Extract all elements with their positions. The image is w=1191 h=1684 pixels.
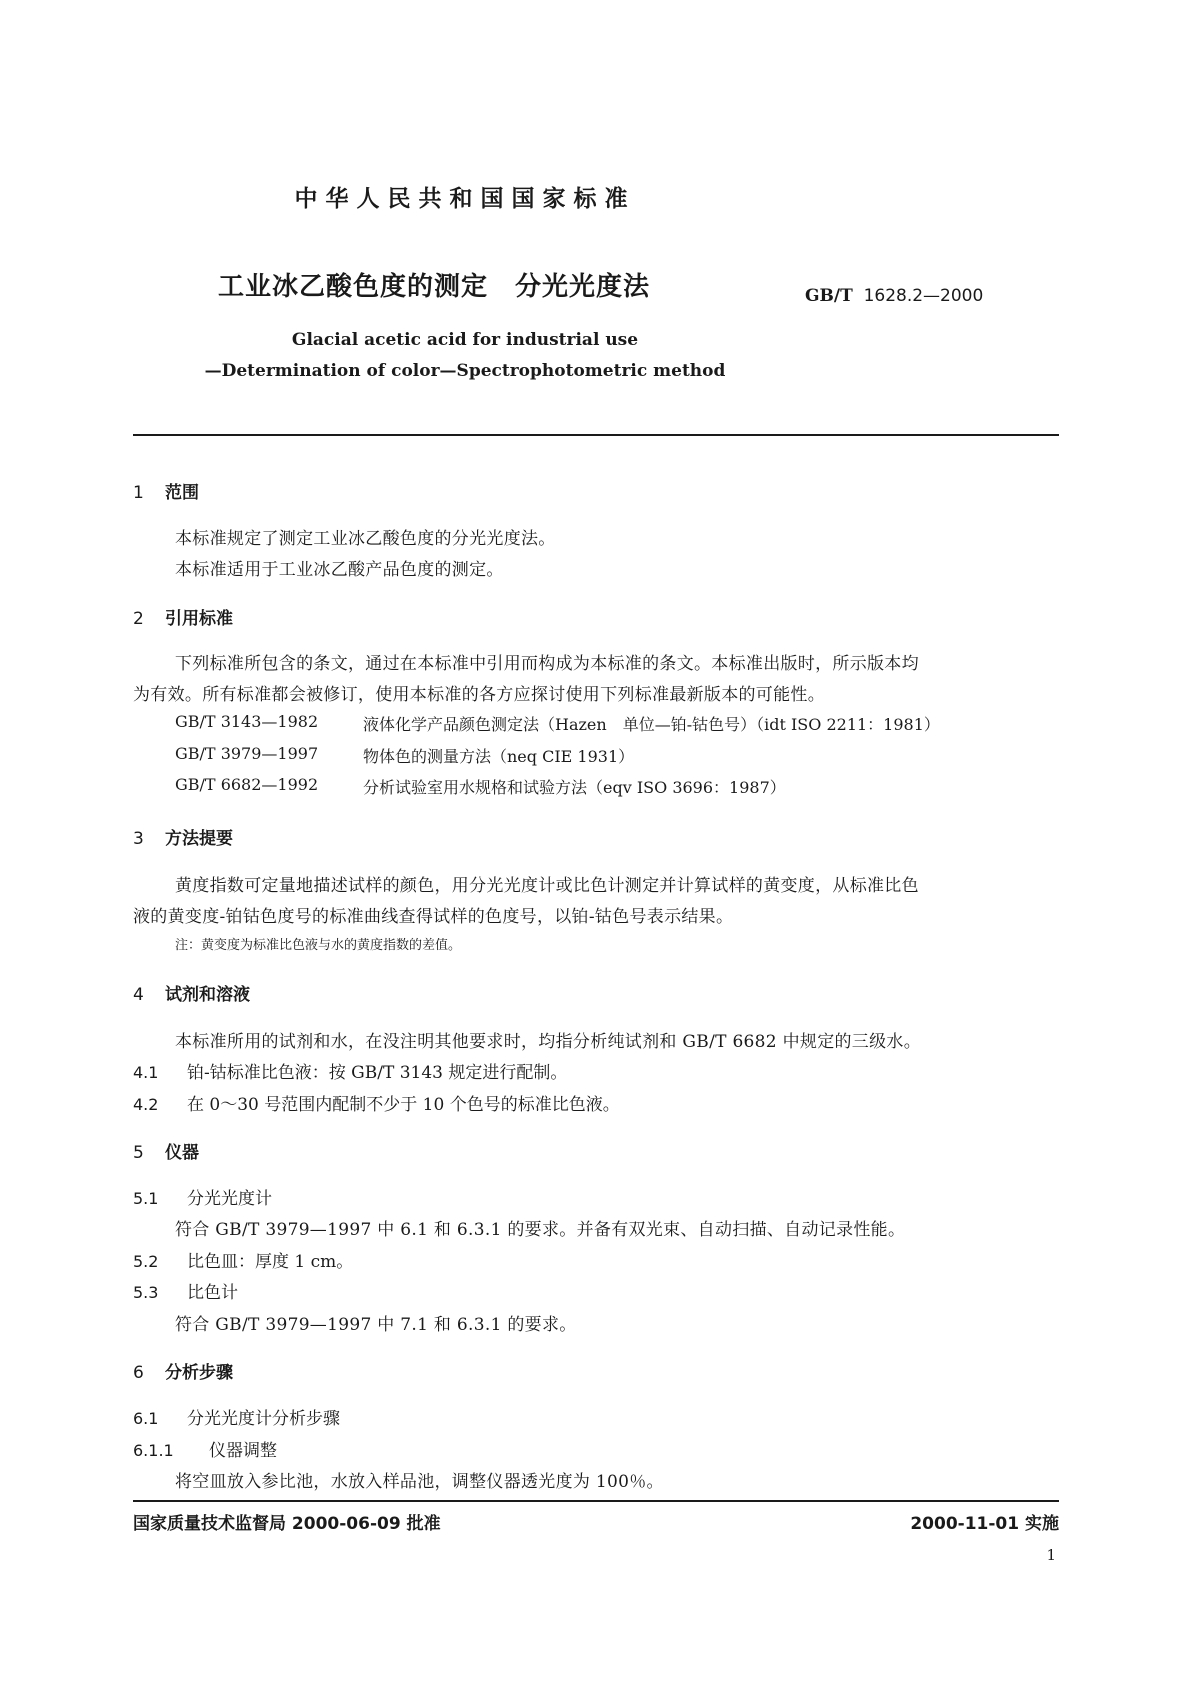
note: 注：黄变度为标准比色液与水的黄度指数的差值。 bbox=[175, 938, 462, 953]
subclause bbox=[133, 1247, 353, 1272]
subclause-text: 比色计 bbox=[187, 1283, 238, 1303]
subclause bbox=[133, 1436, 277, 1461]
footer-divider bbox=[133, 1500, 1059, 1502]
paragraph: 将空皿放入参比池，水放入样品池，调整仪器透光度为 100％。 bbox=[175, 1472, 664, 1492]
subclause-number: 5.2 bbox=[133, 1252, 159, 1271]
reference-title: 液体化学产品颜色测定法（Hazen 单位—铂-钴色号）（idt ISO 2211：1981） bbox=[363, 715, 940, 734]
page-number: 1 bbox=[1046, 1546, 1056, 1564]
section-5-heading bbox=[133, 1138, 199, 1163]
subclause-number: 6.1 bbox=[133, 1409, 159, 1428]
document-title-en-line2: —Determination of color—Spectrophotometric method bbox=[204, 361, 726, 381]
subclause bbox=[133, 1090, 620, 1115]
paragraph: 黄度指数可定量地描述试样的颜色，用分光光度计或比色计测定并计算试样的黄变度，从标准比色 bbox=[175, 876, 919, 896]
section-number: 1 bbox=[133, 483, 144, 503]
subclause bbox=[133, 1278, 238, 1303]
document-title-en-line1: Glacial acetic acid for industrial use bbox=[291, 330, 639, 350]
paragraph: 本标准适用于工业冰乙酸产品色度的测定。 bbox=[175, 560, 504, 580]
section-3-heading bbox=[133, 824, 233, 849]
subclause-number: 4.2 bbox=[133, 1095, 159, 1114]
header-divider bbox=[133, 434, 1059, 436]
section-title: 分析步骤 bbox=[165, 1363, 233, 1383]
standard-prefix: GB/T bbox=[805, 286, 853, 306]
paragraph: 符合 GB/T 3979—1997 中 6.1 和 6.3.1 的要求。并备有双光束、自动扫描、自动记录性能。 bbox=[175, 1220, 906, 1240]
document-title-zh: 工业冰乙酸色度的测定 分光光度法 bbox=[218, 272, 651, 302]
subclause-number: 6.1.1 bbox=[133, 1441, 174, 1460]
section-number: 6 bbox=[133, 1363, 144, 1383]
paragraph: 下列标准所包含的条文，通过在本标准中引用而构成为本标准的条文。本标准出版时，所示版本均 bbox=[175, 654, 919, 674]
paragraph: 本标准所用的试剂和水，在没注明其他要求时，均指分析纯试剂和 GB/T 6682 中规定的三级水。 bbox=[175, 1032, 922, 1052]
standard-code bbox=[805, 286, 983, 306]
reference-title: 分析试验室用水规格和试验方法（eqv ISO 3696：1987） bbox=[363, 778, 786, 797]
section-number: 2 bbox=[133, 609, 144, 629]
subclause-number: 4.1 bbox=[133, 1063, 159, 1082]
section-4-heading bbox=[133, 980, 250, 1005]
section-6-heading bbox=[133, 1358, 233, 1383]
subclause bbox=[133, 1184, 272, 1209]
paragraph: 本标准规定了测定工业冰乙酸色度的分光光度法。 bbox=[175, 529, 556, 549]
section-2-heading bbox=[133, 604, 233, 629]
subclause bbox=[133, 1404, 340, 1429]
subclause-text: 铂-钴标准比色液：按 GB/T 3143 规定进行配制。 bbox=[187, 1063, 568, 1083]
standard-number: 1628.2—2000 bbox=[863, 286, 984, 306]
section-title: 范围 bbox=[165, 483, 199, 503]
reference-code: GB/T 3143—1982 bbox=[175, 712, 319, 731]
subclause-number: 5.1 bbox=[133, 1189, 159, 1208]
subclause-text: 分光光度计分析步骤 bbox=[187, 1409, 340, 1429]
section-1-heading bbox=[133, 478, 199, 503]
subclause bbox=[133, 1058, 567, 1083]
section-title: 方法提要 bbox=[165, 829, 233, 849]
section-number: 3 bbox=[133, 829, 144, 849]
implementation-date: 2000-11-01 实施 bbox=[910, 1514, 1059, 1534]
section-title: 仪器 bbox=[165, 1143, 199, 1163]
national-standard-heading: 中华人民共和国国家标准 bbox=[294, 185, 636, 212]
reference-title: 物体色的测量方法（neq CIE 1931） bbox=[363, 747, 635, 766]
paragraph: 符合 GB/T 3979—1997 中 7.1 和 6.3.1 的要求。 bbox=[175, 1315, 577, 1335]
approval-line: 国家质量技术监督局 2000-06-09 批准 bbox=[133, 1514, 441, 1534]
section-title: 试剂和溶液 bbox=[165, 985, 250, 1005]
section-title: 引用标准 bbox=[165, 609, 233, 629]
paragraph-continued: 液的黄变度-铂钴色度号的标准曲线查得试样的色度号，以铂-钴色号表示结果。 bbox=[133, 907, 734, 927]
subclause-number: 5.3 bbox=[133, 1283, 159, 1302]
paragraph-continued: 为有效。所有标准都会被修订，使用本标准的各方应探讨使用下列标准最新版本的可能性。 bbox=[133, 685, 825, 705]
section-number: 5 bbox=[133, 1143, 144, 1163]
reference-code: GB/T 3979—1997 bbox=[175, 744, 319, 763]
section-number: 4 bbox=[133, 985, 144, 1005]
subclause-text: 比色皿：厚度 1 cm。 bbox=[187, 1252, 354, 1272]
subclause-text: 分光光度计 bbox=[187, 1189, 272, 1209]
subclause-text: 仪器调整 bbox=[209, 1441, 277, 1461]
subclause-text: 在 0～30 号范围内配制不少于 10 个色号的标准比色液。 bbox=[187, 1095, 620, 1115]
reference-code: GB/T 6682—1992 bbox=[175, 775, 319, 794]
